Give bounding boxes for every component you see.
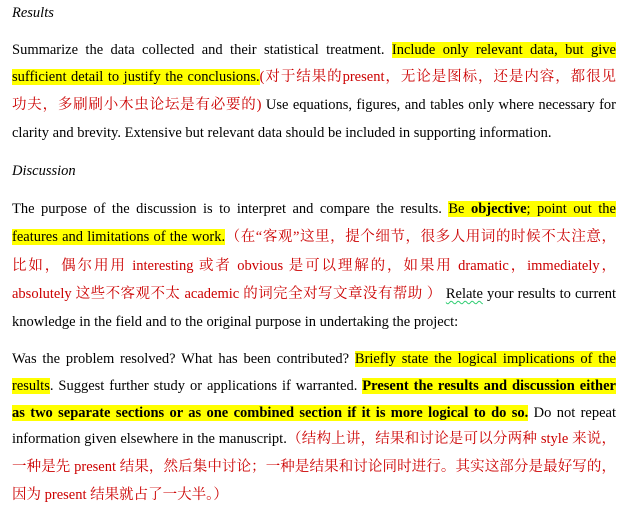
discussion-text: Was the problem resolved? What has been contributed?: [12, 351, 355, 367]
highlighted-text: Be: [448, 201, 471, 217]
results-text: Use equations, figures, and tables only where necessary for: [261, 97, 617, 113]
discussion-line-10: [12, 458, 616, 476]
spellcheck-word: Relate: [445, 286, 483, 302]
discussion-line-3: [12, 257, 616, 275]
results-line-3: [12, 96, 616, 114]
bold-highlighted-text: objective: [470, 201, 527, 217]
discussion-text: knowledge in the field and to the original purpose in undertaking the project:: [12, 314, 459, 330]
chinese-annotation: 比如，偶尔用用 interesting 或者 obvious 是可以理解的，如果用 dramatic，immediately，: [12, 258, 616, 274]
discussion-line-8: [12, 404, 616, 422]
discussion-line-6: [12, 350, 616, 368]
discussion-line-7: [12, 377, 616, 395]
discussion-heading: Discussion: [12, 163, 76, 179]
discussion-text: information given elsewhere in the manuscript.: [12, 431, 287, 447]
highlighted-text: Include only relevant data, but give: [391, 42, 616, 58]
chinese-annotation: 因为 present 结果就占了一大半。）: [12, 487, 228, 503]
chinese-annotation: （在“客观”这里，提个细节，很多人用词的时候不太注意，: [225, 229, 616, 245]
results-text: clarity and brevity. Extensive but relevant data should be included in supporting information.: [12, 125, 552, 141]
bold-highlighted-text: as two separate sections or as one combined section if it is more logical to do so.: [12, 405, 529, 421]
discussion-text: your results to current: [482, 286, 616, 302]
discussion-line-2: [12, 228, 616, 246]
results-line-1: [12, 41, 616, 59]
discussion-text: . Suggest further study or applications if warranted.: [49, 378, 363, 394]
highlighted-text: sufficient detail to justify the conclusions.: [12, 69, 260, 85]
highlighted-text: results: [12, 378, 50, 394]
highlighted-text: ; point out the: [526, 201, 616, 217]
discussion-line-11: [12, 486, 616, 504]
discussion-line-4: [12, 285, 616, 303]
discussion-line-5: [12, 313, 616, 331]
results-line-4: [12, 124, 616, 142]
highlighted-text: features and limitations of the work.: [12, 229, 226, 245]
chinese-annotation: 一种是先 present 结果，然后集中讨论；一种是结果和讨论同时进行。其实这部分是最好写的，: [12, 459, 616, 475]
chinese-annotation: （结构上讲，结果和讨论是可以分两种 style 来说，: [286, 431, 616, 447]
discussion-text: Do not repeat: [528, 405, 616, 421]
discussion-line-9: [12, 430, 616, 448]
results-text: Summarize the data collected and their statistical treatment.: [12, 42, 392, 58]
results-line-2: [12, 68, 616, 86]
results-heading: Results: [12, 5, 54, 21]
chinese-annotation: 功夫，多刷刷小木虫论坛是有必要的): [12, 97, 262, 113]
highlighted-text: Briefly state the logical implications of the: [354, 351, 616, 367]
discussion-line-1: [12, 200, 616, 218]
chinese-annotation: absolutely 这些不客观不太 academic 的词完全对写文章没有帮助 ）: [12, 286, 442, 302]
chinese-annotation: (对于结果的present，无论是图标，还是内容，都很见: [259, 69, 617, 85]
discussion-text: The purpose of the discussion is to interpret and compare the results.: [12, 201, 449, 217]
bold-highlighted-text: Present the results and discussion either: [362, 378, 616, 394]
